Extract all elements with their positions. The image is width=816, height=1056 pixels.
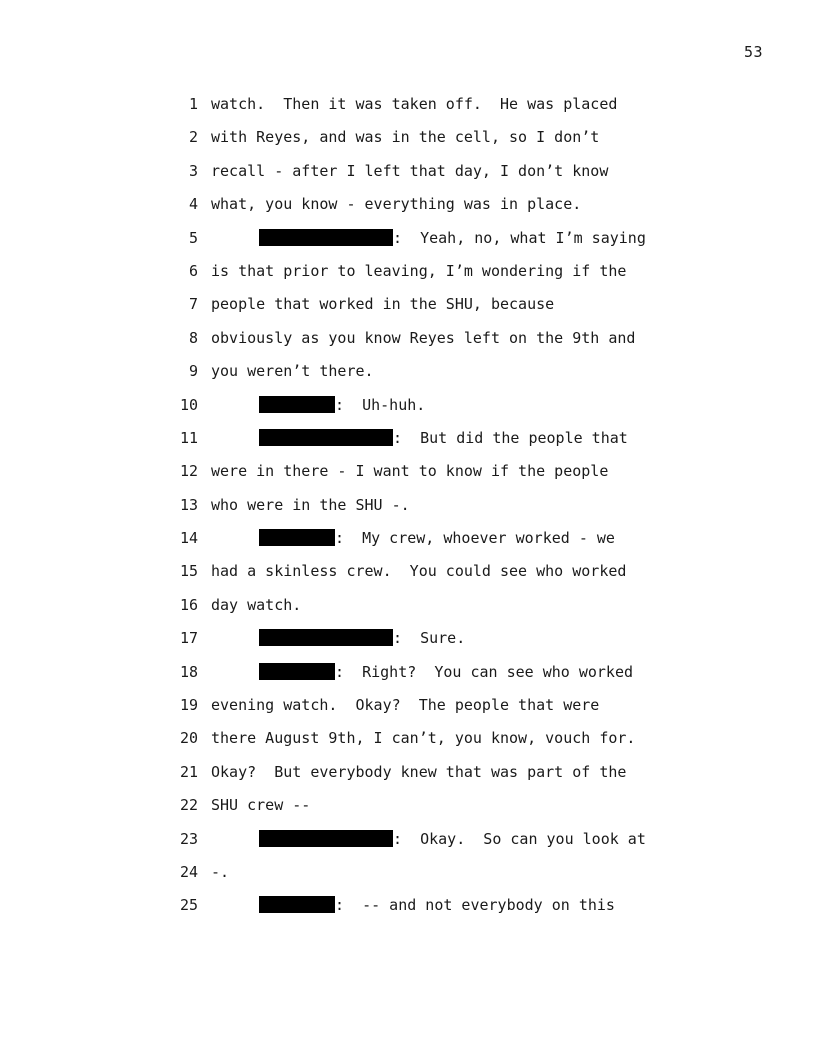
line-content: watch. Then it was taken off. He was placed xyxy=(211,95,618,113)
page-number: 53 xyxy=(743,43,763,61)
line-text xyxy=(211,791,310,819)
line-text xyxy=(211,858,229,886)
line-content: you weren’t there. xyxy=(211,362,374,381)
line-content: recall - after I left that day, I don’t know xyxy=(211,161,609,180)
redacted-speaker-name xyxy=(259,229,393,246)
line-content: obviously as you know Reyes left on the 9th and xyxy=(211,328,636,347)
redacted-speaker-name xyxy=(259,396,335,413)
line-number: 4 xyxy=(188,195,198,214)
line-content: people that worked in the SHU, because xyxy=(211,295,555,314)
transcript-line xyxy=(0,424,816,457)
line-number: 14 xyxy=(179,529,198,548)
line-content: had a skinless crew. You could see who worked xyxy=(211,562,627,581)
line-number: 1 xyxy=(188,95,198,113)
line-number: 3 xyxy=(188,161,198,180)
line-text xyxy=(211,324,635,352)
line-text xyxy=(259,424,628,452)
line-content: what, you know - everything was in place. xyxy=(211,195,582,214)
line-number: 12 xyxy=(179,462,198,481)
transcript-line xyxy=(0,123,816,156)
line-number: 7 xyxy=(188,295,198,314)
line-number: 22 xyxy=(179,796,198,815)
line-text xyxy=(259,658,633,686)
line-number: 2 xyxy=(188,128,198,147)
speaker-utterance: : Okay. So can you look at xyxy=(393,829,646,848)
transcript-line xyxy=(0,357,816,390)
line-number: 6 xyxy=(188,261,198,280)
line-content: who were in the SHU -. xyxy=(211,495,410,514)
line-number: 21 xyxy=(179,762,198,781)
line-content: SHU crew -- xyxy=(211,796,311,815)
transcript-line xyxy=(0,691,816,724)
transcript-line xyxy=(0,724,816,757)
line-content: is that prior to leaving, I’m wondering if the xyxy=(211,261,627,280)
line-text xyxy=(211,357,374,385)
transcript-line xyxy=(0,557,816,590)
line-number: 25 xyxy=(179,896,198,915)
line-text xyxy=(211,157,608,185)
line-text xyxy=(211,691,599,719)
line-number: 13 xyxy=(179,495,198,514)
line-number: 23 xyxy=(179,829,198,848)
redacted-speaker-name xyxy=(259,429,393,446)
transcript-line xyxy=(0,591,816,624)
transcript-line xyxy=(0,190,816,223)
line-text xyxy=(259,391,425,419)
line-number: 11 xyxy=(179,428,198,447)
line-number: 18 xyxy=(179,662,198,681)
speaker-utterance: : My crew, whoever worked - we xyxy=(335,529,615,548)
line-content: day watch. xyxy=(211,595,302,614)
transcript-line xyxy=(0,524,816,557)
line-text xyxy=(211,290,554,318)
transcript-line xyxy=(0,257,816,290)
line-text xyxy=(211,257,626,285)
transcript-line xyxy=(0,224,816,257)
line-number: 15 xyxy=(179,562,198,581)
line-text xyxy=(211,557,626,585)
speaker-utterance: : But did the people that xyxy=(393,428,628,447)
line-content: were in there - I want to know if the people xyxy=(211,462,609,481)
transcript-line xyxy=(0,457,816,490)
line-content: evening watch. Okay? The people that were xyxy=(211,696,600,715)
line-number: 9 xyxy=(188,362,198,381)
line-number: 20 xyxy=(179,729,198,748)
transcript-line xyxy=(0,658,816,691)
transcript-line xyxy=(0,290,816,323)
redacted-speaker-name xyxy=(259,896,335,913)
line-text xyxy=(211,491,410,519)
line-number: 17 xyxy=(179,629,198,648)
line-content: -. xyxy=(211,862,230,881)
speaker-utterance: : Sure. xyxy=(393,629,466,648)
line-text xyxy=(259,624,465,652)
line-text xyxy=(259,524,615,552)
transcript-line xyxy=(0,758,816,791)
line-number: 19 xyxy=(179,696,198,715)
line-content: with Reyes, and was in the cell, so I don’t xyxy=(211,128,600,147)
line-text xyxy=(259,891,615,919)
transcript-line xyxy=(0,324,816,357)
speaker-utterance: : Uh-huh. xyxy=(335,395,426,414)
redacted-speaker-name xyxy=(259,629,393,646)
line-text xyxy=(211,123,599,151)
line-text xyxy=(211,758,626,786)
speaker-utterance: : Yeah, no, what I’m saying xyxy=(393,228,646,247)
line-text xyxy=(211,591,301,619)
transcript-line xyxy=(0,791,816,824)
line-text xyxy=(259,224,646,252)
transcript-line xyxy=(0,891,816,924)
line-text xyxy=(211,724,635,752)
line-content: there August 9th, I can’t, you know, vouch for. xyxy=(211,729,636,748)
line-number: 16 xyxy=(179,595,198,614)
speaker-utterance: : -- and not everybody on this xyxy=(335,896,615,915)
line-text xyxy=(211,90,617,118)
transcript-line xyxy=(0,825,816,858)
redacted-speaker-name xyxy=(259,529,335,546)
redacted-speaker-name xyxy=(259,830,393,847)
transcript-body xyxy=(0,90,816,925)
transcript-line xyxy=(0,624,816,657)
line-number: 10 xyxy=(179,395,198,414)
line-content: Okay? But everybody knew that was part of the xyxy=(211,762,627,781)
transcript-line xyxy=(0,858,816,891)
line-number: 5 xyxy=(188,228,198,247)
line-text xyxy=(259,825,646,853)
transcript-line xyxy=(0,391,816,424)
line-number: 24 xyxy=(179,862,198,881)
transcript-line xyxy=(0,90,816,123)
redacted-speaker-name xyxy=(259,663,335,680)
transcript-line xyxy=(0,157,816,190)
line-text xyxy=(211,190,581,218)
line-number: 8 xyxy=(188,328,198,347)
line-text xyxy=(211,457,608,485)
transcript-line xyxy=(0,491,816,524)
speaker-utterance: : Right? You can see who worked xyxy=(335,662,634,681)
